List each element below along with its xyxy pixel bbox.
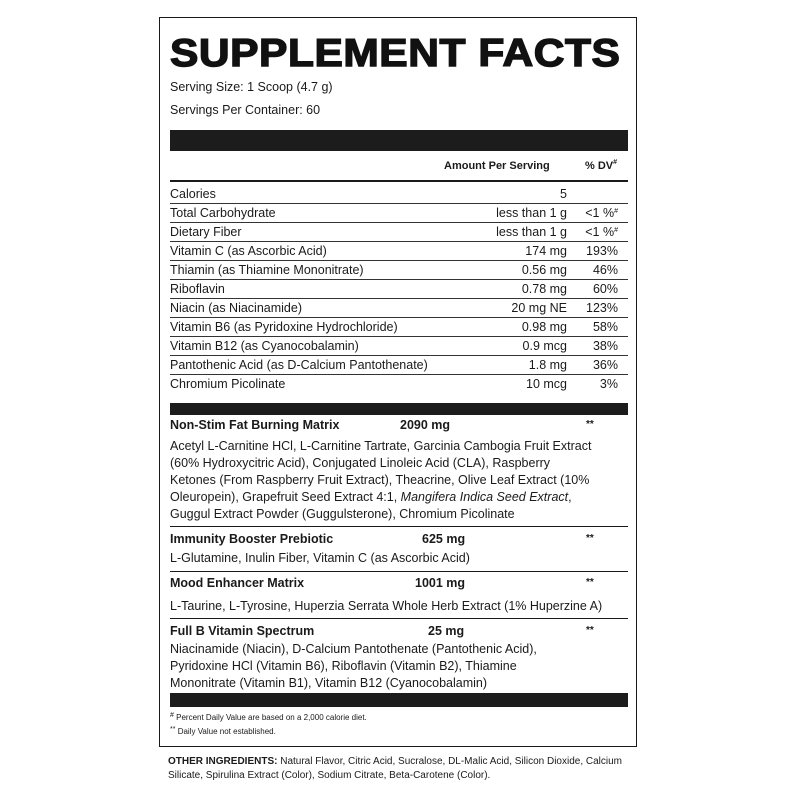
blend-amount: 1001 mg — [415, 576, 466, 590]
nutrient-row — [170, 223, 628, 241]
blend-ingredients: L-Glutamine, Inulin Fiber, Vitamin C (as Ascorbic Acid) — [170, 551, 470, 565]
nutrient-dv: 46% — [592, 263, 618, 277]
nutrient-amount: 20 mg NE — [511, 301, 567, 315]
blend-name: Full B Vitamin Spectrum — [170, 624, 315, 638]
nutrient-name: Chromium Picolinate — [170, 377, 286, 391]
nutrient-row — [170, 356, 628, 374]
nutrient-name: Thiamin (as Thiamine Mononitrate) — [170, 263, 364, 277]
nutrient-name: Pantothenic Acid (as D-Calcium Pantothenate) — [170, 358, 428, 372]
blend-amount: 2090 mg — [400, 418, 451, 432]
nutrient-row — [170, 261, 628, 279]
header-rule — [170, 180, 628, 182]
panel-title: SUPPLEMENT FACTS — [170, 32, 621, 75]
servings-per-container: Servings Per Container: 60 — [170, 103, 321, 117]
nutrient-name: Dietary Fiber — [170, 225, 242, 239]
blend-ingredients: Niacinamide (Niacin), D-Calcium Pantothenate (Pantothenic Acid), Pyridoxine HCl (Vitamin B6), Riboflavin (Vitamin B2), Thiamine Mononitrate (Vitamin B1), Vitamin B12 (Cyanocobalamin) — [170, 642, 537, 690]
nutrient-row — [170, 337, 628, 355]
nutrient-name: Vitamin B6 (as Pyridoxine Hydrochloride) — [170, 320, 398, 334]
nutrient-row — [170, 242, 628, 260]
nutrient-row — [170, 299, 628, 317]
blend-name: Non-Stim Fat Burning Matrix — [170, 418, 340, 432]
nutrient-name: Vitamin C (as Ascorbic Acid) — [170, 244, 327, 258]
nutrient-dv: <1 %# — [585, 206, 618, 220]
blend-amount: 625 mg — [422, 532, 466, 546]
blend-divider — [170, 526, 628, 527]
nutrient-end-bar — [170, 403, 628, 415]
nutrient-amount: less than 1 g — [496, 206, 567, 220]
blend-name: Mood Enhancer Matrix — [170, 576, 305, 590]
nutrient-row — [170, 280, 628, 298]
nutrient-dv: <1 %# — [585, 225, 618, 239]
nutrient-row — [170, 204, 628, 222]
nutrient-amount: 174 mg — [525, 244, 567, 258]
nutrient-name: Total Carbohydrate — [170, 206, 276, 220]
nutrient-name: Calories — [170, 187, 216, 201]
nutrient-amount: 0.98 mg — [521, 320, 567, 334]
supplement-facts-panel — [159, 17, 637, 747]
blend-dv: ** — [586, 625, 594, 636]
amount-per-serving-header: Amount Per Serving — [444, 160, 550, 172]
nutrient-amount: 1.8 mg — [528, 358, 567, 372]
blend-dv: ** — [586, 577, 594, 588]
nutrient-amount: 0.9 mcg — [522, 339, 567, 353]
nutrient-row — [170, 185, 628, 203]
dv-header: % DV# — [585, 159, 618, 172]
blend-name: Immunity Booster Prebiotic — [170, 532, 334, 546]
nutrient-dv: 38% — [592, 339, 618, 353]
nutrient-name: Riboflavin — [170, 282, 225, 296]
blend-divider — [170, 571, 628, 572]
dv-footnote-mark: # — [614, 208, 618, 215]
nutrient-name: Niacin (as Niacinamide) — [170, 301, 302, 315]
nutrient-dv: 123% — [586, 301, 618, 315]
nutrient-row — [170, 375, 628, 393]
nutrient-dv: 58% — [592, 320, 618, 334]
nutrient-amount: 0.56 mg — [521, 263, 567, 277]
blend-dv: ** — [586, 533, 594, 544]
serving-size: Serving Size: 1 Scoop (4.7 g) — [170, 80, 333, 94]
blend-ingredients: L-Taurine, L-Tyrosine, Huperzia Serrata Whole Herb Extract (1% Huperzine A) — [170, 599, 603, 613]
blend-ingredients: Acetyl L-Carnitine HCl, L-Carnitine Tartrate, Garcinia Cambogia Fruit Extract (60% Hydroxycitric Acid), Conjugated Linoleic Acid (CLA), Raspberry Ketones (From Raspberry Fruit Extract), Theacrine, Olive Leaf Extract (10% Oleuropein), Grapefruit Seed Extract 4:1, Mangifera Indica Seed Extract, Guggul Extract Powder (Guggulsterone), Chromium Picolinate — [170, 439, 592, 521]
nutrient-dv: 193% — [586, 244, 618, 258]
nutrient-amount: 10 mcg — [526, 377, 567, 391]
nutrient-row — [170, 318, 628, 336]
nutrient-amount: 0.78 mg — [521, 282, 567, 296]
nutrient-dv: 60% — [592, 282, 618, 296]
blend-divider — [170, 618, 628, 619]
blend-amount: 25 mg — [428, 624, 465, 638]
nutrient-dv: 36% — [592, 358, 618, 372]
other-ingredients: OTHER INGREDIENTS: Natural Flavor, Citric Acid, Sucralose, DL-Malic Acid, Silicon Dioxide, Calcium Silicate, Spirulina Extract (Color), Sodium Citrate, Beta-Carotene (Color). — [168, 756, 623, 781]
footnote-dv: # Percent Daily Value are based on a 2,000 calorie diet. — [170, 712, 367, 722]
header-bar — [170, 130, 628, 151]
footnote-not-established: ** Daily Value not established. — [170, 726, 276, 736]
dv-footnote-mark: # — [614, 227, 618, 234]
nutrient-dv: 3% — [599, 377, 618, 391]
blend-dv: ** — [586, 419, 594, 430]
nutrient-amount: less than 1 g — [496, 225, 567, 239]
nutrient-name: Vitamin B12 (as Cyanocobalamin) — [170, 339, 359, 353]
bottom-bar — [170, 693, 628, 707]
nutrient-amount: 5 — [560, 187, 567, 201]
